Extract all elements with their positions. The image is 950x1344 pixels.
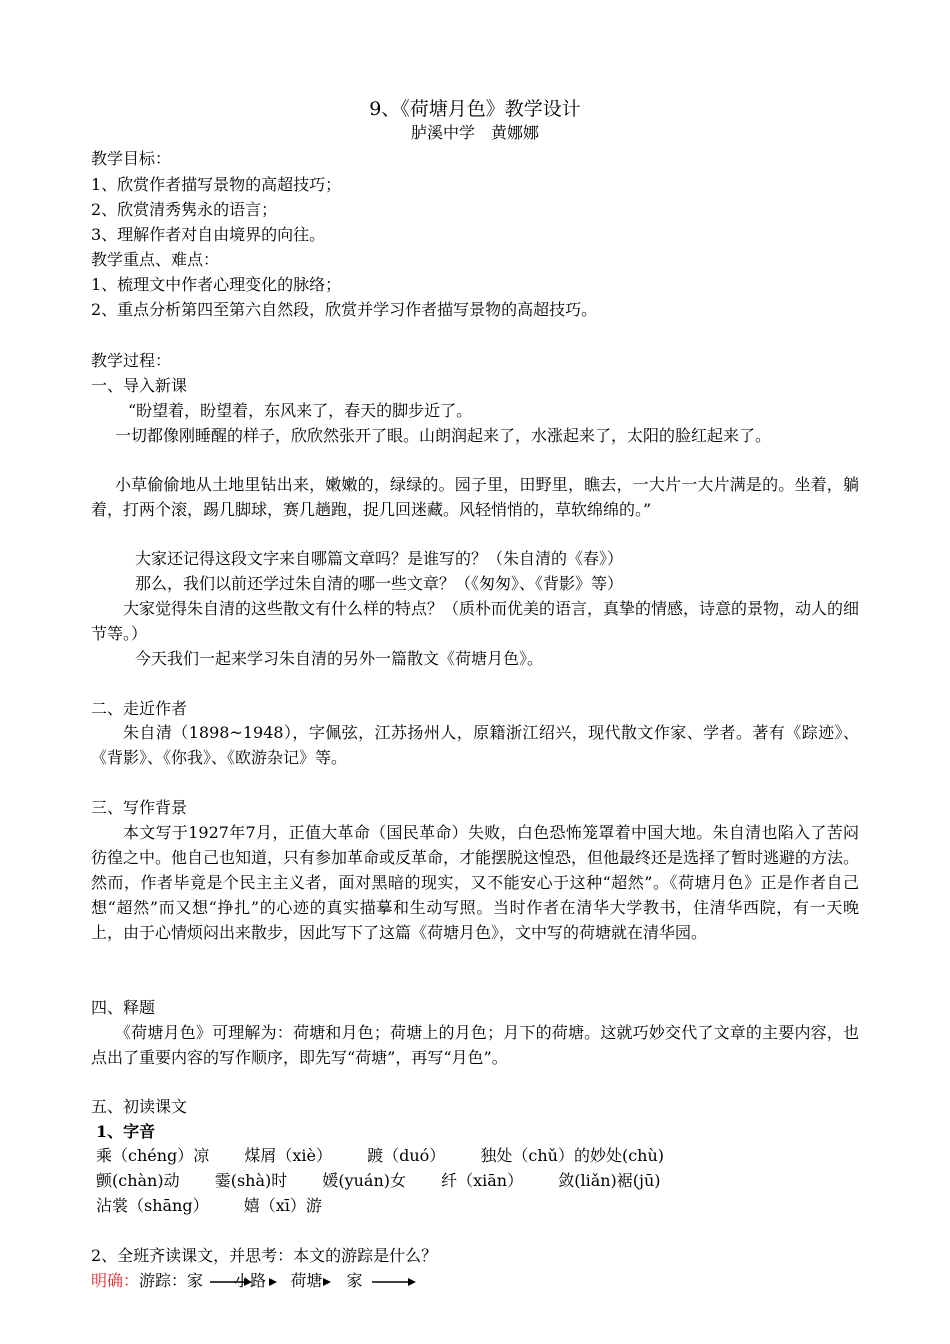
pinyin-item: 颤(chàn)动 xyxy=(96,1171,180,1190)
route-arrow-icon xyxy=(368,1276,416,1288)
intro-question: 大家还记得这段文字来自哪篇文章吗？是谁写的？（朱自清的《春》） xyxy=(135,549,624,568)
intro-question: 那么，我们以前还学过朱自清的哪一些文章？（《匆匆》、《背影》等） xyxy=(135,574,624,593)
pinyin-row xyxy=(96,1170,691,1192)
section-heading-first-reading: 五、初读课文 xyxy=(91,1097,188,1116)
objectives-heading: 教学目标： xyxy=(91,149,172,168)
pinyin-item: 纤（xiān） xyxy=(441,1171,524,1190)
document-title: 9、《荷塘月色》教学设计 xyxy=(369,98,581,120)
section-heading-author: 二、走近作者 xyxy=(91,699,188,718)
objective-item: 1、欣赏作者描写景物的高超技巧； xyxy=(91,175,342,194)
pinyin-item: 媛(yuán)女 xyxy=(322,1171,407,1190)
intro-statement: 今天我们一起来学习朱自清的另外一篇散文《荷塘月色》。 xyxy=(135,649,544,668)
route-stop: 荷塘 xyxy=(290,1271,323,1290)
pinyin-item: 沾裳（shāng） xyxy=(96,1196,209,1215)
quote-paragraph: 一切都像刚睡醒的样子，欣欣然张开了眼。山朗润起来了，水涨起来了，太阳的脸红起来了。 xyxy=(115,426,772,445)
route-stop: 小路 xyxy=(234,1271,267,1290)
pinyin-row xyxy=(96,1145,694,1167)
section-heading-title-explanation: 四、释题 xyxy=(91,998,156,1017)
author-paragraph: 朱自清（1898~1948），字佩弦，江苏扬州人，原籍浙江绍兴，现代散文作家、学者。著有《踪迹》、《背影》、《你我》、《欧游杂记》等。 xyxy=(91,723,859,767)
answer-prefix: 游踪： xyxy=(139,1271,188,1290)
section-heading-background: 三、写作背景 xyxy=(91,798,188,817)
pronunciation-heading: 1、字音 xyxy=(96,1122,156,1141)
intro-question: 大家觉得朱自清的这些散文有什么样的特点？（质朴而优美的语言，真挚的情感，诗意的景物，动人的细节等。） xyxy=(91,599,860,643)
pinyin-item: 乘（chéng）凉 xyxy=(96,1146,210,1165)
keypoint-item: 2、重点分析第四至第六自然段，欣赏并学习作者描写景物的高超技巧。 xyxy=(91,300,598,319)
pinyin-item: 踱（duó） xyxy=(367,1146,446,1165)
pinyin-item: 霎(shà)时 xyxy=(214,1171,288,1190)
pinyin-row xyxy=(96,1195,352,1217)
quote-paragraph: 小草偷偷地从土地里钻出来，嫩嫩的，绿绿的。园子里，田野里，瞧去，一大片一大片满是的。坐着，躺着，打两个滚，踢几脚球，赛几趟跑，捉几回迷藏。风轻悄悄的，草软绵绵的。” xyxy=(91,475,859,519)
objective-item: 2、欣赏清秀隽永的语言； xyxy=(91,200,278,219)
route-stop: 家 xyxy=(187,1271,204,1290)
pinyin-item: 独处（chǔ）的妙处(chù) xyxy=(480,1146,665,1165)
keypoints-heading: 教学重点、难点： xyxy=(91,250,220,269)
route-answer xyxy=(91,1270,861,1292)
pinyin-item: 敛(liǎn)裾(jū) xyxy=(558,1171,661,1190)
author-line: 胪溪中学 黄娜娜 xyxy=(410,123,539,142)
route-stop: 家 xyxy=(346,1271,363,1290)
title-explanation-paragraph: 《荷塘月色》可理解为：荷塘和月色；荷塘上的月色；月下的荷塘。这就巧妙交代了文章的主要内容，也点出了重要内容的写作顺序，即先写“荷塘”，再写“月色”。 xyxy=(91,1023,859,1067)
route-arrow-icon xyxy=(321,1276,333,1288)
objective-item: 3、理解作者对自由境界的向往。 xyxy=(91,225,326,244)
background-paragraph: 本文写于1927年7月，正值大革命（国民革命）失败，白色恐怖笼罩着中国大地。朱自清也陷入了苦闷彷徨之中。他自己也知道，只有参加革命或反革命，才能摆脱这惶恐，但他最终还是选择了暂时逃避的方法。然而，作者毕竟是个民主主义者，面对黑暗的现实，又不能安心于这种“超然”。《荷塘月色》正是作者自己想“超然”而又想“挣扎”的心迹的真实描摹和生动写照。当时作者在清华大学教书，住清华西院，有一天晚上，由于心情烦闷出来散步，因此写下了这篇《荷塘月色》，文中写的荷塘就在清华园。 xyxy=(91,823,860,942)
pinyin-item: 嬉（xī）游 xyxy=(243,1196,322,1215)
pinyin-item: 煤屑（xiè） xyxy=(244,1146,333,1165)
section-heading-intro: 一、导入新课 xyxy=(91,376,188,395)
reading-question: 2、全班齐读课文，并思考：本文的游踪是什么？ xyxy=(91,1246,438,1265)
keypoint-item: 1、梳理文中作者心理变化的脉络； xyxy=(91,275,342,294)
process-heading: 教学过程： xyxy=(91,351,172,370)
route-arrow-icon xyxy=(265,1276,279,1288)
quote-paragraph: “盼望着，盼望着，东风来了，春天的脚步近了。 xyxy=(128,401,473,420)
answer-label: 明确： xyxy=(91,1271,140,1290)
